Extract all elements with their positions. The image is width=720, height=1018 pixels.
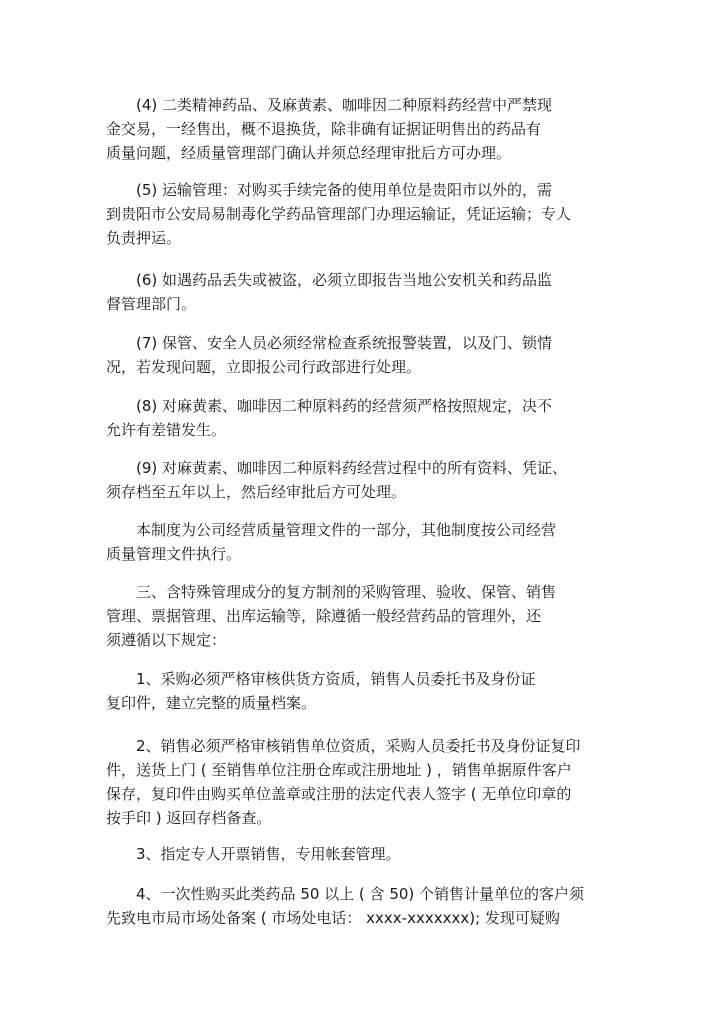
paragraph-6 [106,268,612,316]
text-line: 1、采购必须严格审核供货方资质，销售人员委托书及身份证 [136,670,536,688]
text-line: 负责押运。 [106,229,182,247]
paragraph-8 [106,394,612,442]
text-line: 复印件，建立完整的质量档案。 [106,694,317,712]
paragraph-section-3 [106,580,612,652]
text-line: 2、销售必须严格审核销售单位资质，采购人员委托书及身份证复印 [136,737,581,755]
text-line: 按手印 ) 返回存档备查。 [106,809,272,827]
paragraph-4 [106,93,612,165]
paragraph-item-4 [106,882,612,930]
paragraph-7 [106,331,612,379]
text-line: 允许有差错发生。 [106,421,227,439]
paragraph-9 [106,456,612,504]
text-line: (7) 保管、安全人员必须经常检查系统报警装置，以及门、锁情 [136,334,553,352]
text-line: 本制度为公司经营质量管理文件的一部分，其他制度按公司经营 [136,521,557,539]
text-line: 金交易，一经售出，概不退换货，除非确有证据证明售出的药品有 [106,120,542,138]
text-line: 须存档至五年以上，然后经审批后方可处理。 [106,483,407,501]
text-line: 质量问题，经质量管理部门确认并须总经理审批后方可办理。 [106,144,512,162]
text-line: 质量管理文件执行。 [106,545,242,563]
paragraph-5 [106,178,612,250]
paragraph-policy [106,518,612,566]
paragraph-item-1 [106,667,612,715]
text-line: 管理、票据管理、出库运输等，除遵循一般经营药品的管理外，还 [106,607,542,625]
text-line: 3、指定专人开票销售，专用帐套管理。 [136,845,401,863]
text-line: (5) 运输管理：对购买手续完备的使用单位是贵阳市以外的，需 [136,181,553,199]
text-line: 4、一次性购买此类药品 50 以上 ( 含 50) 个销售计量单位的客户须 [136,885,585,903]
text-line: 三、含特殊管理成分的复方制剂的采购管理、验收、保管、销售 [136,583,557,601]
text-line: 到贵阳市公安局易制毒化学药品管理部门办理运输证，凭证运输；专人 [106,205,572,223]
text-line: (8) 对麻黄素、咖啡因二种原料药的经营须严格按照规定，决不 [136,397,553,415]
text-line: (6) 如遇药品丢失或被盗，必须立即报告当地公安机关和药品监 [136,271,553,289]
text-line: 督管理部门。 [106,295,197,313]
text-line: (9) 对麻黄素、咖啡因二种原料药经营过程中的所有资料、凭证、 [136,459,568,477]
text-line: 况，若发现问题，立即报公司行政部进行处理。 [106,358,422,376]
text-line: (4) 二类精神药品、及麻黄素、咖啡因二种原料药经营中严禁现 [136,96,553,114]
text-line: 件，送货上门 ( 至销售单位注册仓库或注册地址 ) ，销售单据原件客户 [106,761,572,779]
text-line: 先致电市局市场处备案 ( 市场处电话： xxxx-xxxxxxx); 发现可疑购 [106,909,560,927]
text-line: 保存，复印件由购买单位盖章或注册的法定代表人签字 ( 无单位印章的 [106,785,572,803]
text-line: 须遵循以下规定： [106,631,227,649]
paragraph-item-2 [106,734,612,830]
paragraph-item-3 [106,842,612,866]
